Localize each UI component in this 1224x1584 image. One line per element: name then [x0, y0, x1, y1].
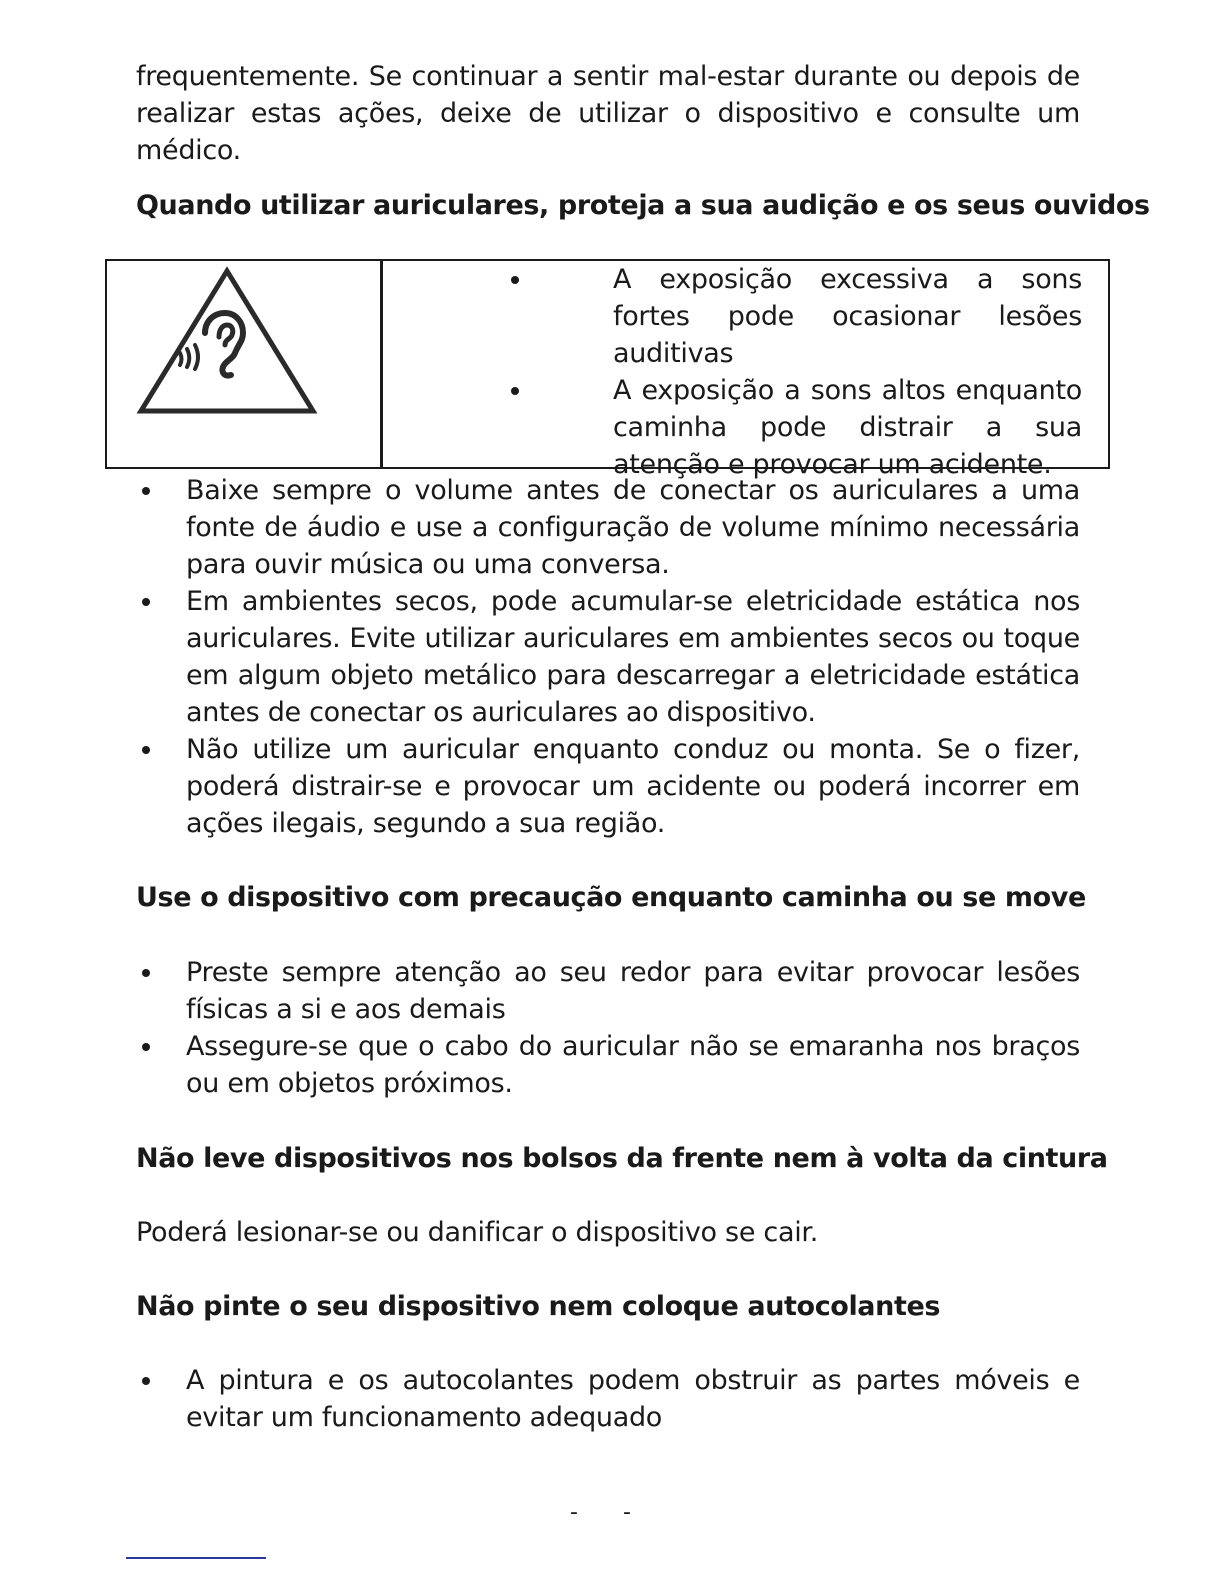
bullet-dot: [511, 276, 519, 284]
bullet-dot: [142, 598, 150, 606]
footer-dash-right: -: [623, 1500, 631, 1525]
list-item: [136, 472, 1080, 583]
paint-bullet-list: [136, 1362, 1080, 1436]
footer-rule: [126, 1557, 266, 1559]
warning-list: [497, 261, 1082, 483]
heading-pockets: Não leve dispositivos nos bolsos da frente nem à volta da cintura: [136, 1143, 1108, 1174]
footer-dash-left: -: [570, 1500, 578, 1525]
list-item-text: Em ambientes secos, pode acumular-se eletricidade estática nos auriculares. Evite utilizar auriculares em ambientes secos ou toque em algum objeto metálico para descarregar a eletricidade estática antes de conectar os auriculares ao dispositivo.: [186, 586, 1080, 728]
list-item-text: A pintura e os autocolantes podem obstruir as partes móveis e evitar um funcionamento adequado: [186, 1365, 1080, 1433]
heading-hearing: Quando utilizar auriculares, proteja a sua audição e os seus ouvidos: [136, 190, 1150, 221]
warning-item-text: A exposição excessiva a sons fortes pode ocasionar lesões auditivas: [613, 264, 1082, 369]
list-item-text: Assegure-se que o cabo do auricular não se emaranha nos braços ou em objetos próximos.: [186, 1031, 1080, 1099]
hearing-warning-table: [105, 259, 1110, 480]
bullet-dot: [511, 387, 519, 395]
list-item-text: Preste sempre atenção ao seu redor para evitar provocar lesões físicas a si e aos demais: [186, 957, 1080, 1025]
pockets-paragraph: Poderá lesionar-se ou danificar o dispositivo se cair.: [136, 1217, 819, 1248]
walking-bullet-list: [136, 954, 1080, 1102]
intro-paragraph: frequentemente. Se continuar a sentir mal-estar durante ou depois de realizar estas ações, deixe de utilizar o dispositivo e consulte um médico.: [136, 61, 1080, 166]
warning-item: [497, 261, 1082, 372]
bullet-dot: [142, 487, 150, 495]
list-item: [136, 583, 1080, 731]
bullet-dot: [142, 969, 150, 977]
table-divider: [380, 261, 383, 467]
list-item: [136, 1028, 1080, 1102]
list-item-text: Baixe sempre o volume antes de conectar os auriculares a uma fonte de áudio e use a configuração de volume mínimo necessária para ouvir música ou uma conversa.: [186, 475, 1080, 580]
bullet-dot: [142, 1377, 150, 1385]
heading-paint: Não pinte o seu dispositivo nem coloque autocolantes: [136, 1291, 941, 1322]
list-item: [136, 954, 1080, 1028]
bullet-dot: [142, 746, 150, 754]
list-item: [136, 1362, 1080, 1436]
hearing-warning-icon: [135, 265, 319, 417]
hearing-bullet-list: [136, 472, 1080, 842]
list-item-text: Não utilize um auricular enquanto conduz ou monta. Se o fizer, poderá distrair-se e provocar um acidente ou poderá incorrer em ações ilegais, segundo a sua região.: [186, 734, 1080, 839]
warning-item-text: A exposição a sons altos enquanto caminha pode distrair a sua atenção e provocar um acidente.: [613, 375, 1082, 480]
list-item: [136, 731, 1080, 842]
warning-item: [497, 372, 1082, 483]
heading-walking: Use o dispositivo com precaução enquanto caminha ou se move: [136, 882, 1086, 913]
bullet-dot: [142, 1043, 150, 1051]
